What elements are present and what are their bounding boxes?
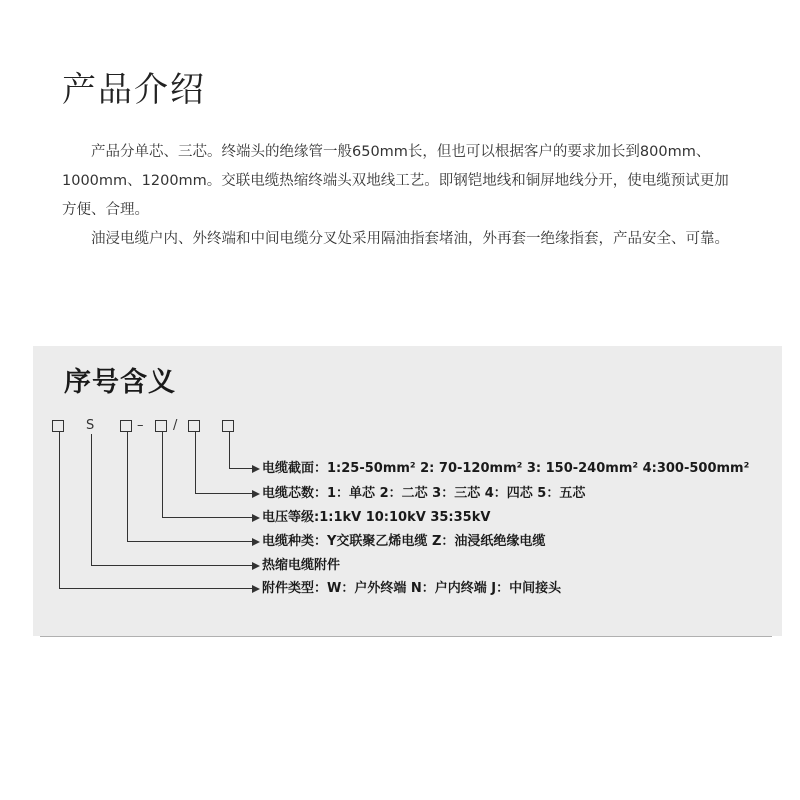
intro-title: 产品介绍 (62, 70, 206, 110)
intro-paragraph-2: 油浸电缆户内、外终端和中间电缆分叉处采用隔油指套堵油，外再套一绝缘指套，产品安全、可靠。 (91, 231, 729, 247)
code-dash: – (137, 418, 144, 433)
arrow-icon (252, 490, 260, 498)
connector-line (127, 541, 254, 542)
connector-line (91, 565, 254, 566)
arrow-icon (252, 562, 260, 570)
code-letter-s: S (86, 418, 95, 433)
arrow-icon (252, 465, 260, 473)
code-box-cross-section (222, 420, 234, 432)
intro-body (62, 138, 742, 254)
code-box-accessory-type (52, 420, 64, 432)
code-box-voltage (155, 420, 167, 432)
code-slash: / (173, 418, 178, 433)
arrow-icon (252, 585, 260, 593)
connector-line (91, 434, 92, 566)
legend-core-count: 电缆芯数：1：单芯 2：二芯 3：三芯 4：四芯 5：五芯 (262, 486, 586, 501)
arrow-icon (252, 514, 260, 522)
code-box-cable-type (120, 420, 132, 432)
connector-line (59, 432, 60, 589)
legend-heat-shrink: 热缩电缆附件 (262, 558, 341, 573)
arrow-icon (252, 538, 260, 546)
connector-line (229, 432, 230, 469)
connector-line (195, 432, 196, 494)
legend-voltage: 电压等级:1:1kV 10:10kV 35:35kV (262, 510, 491, 525)
connector-line (162, 432, 163, 518)
connector-line (162, 517, 254, 518)
connector-line (229, 468, 254, 469)
connector-line (195, 493, 254, 494)
intro-paragraph-1: 产品分单芯、三芯。终端头的绝缘管一般650mm长，但也可以根据客户的要求加长到800mm、1000mm、1200mm。交联电缆热缩终端头双地线工艺。即钢铠地线和铜屏地线分开，使电缆预试更加方便、合理。 (62, 144, 729, 218)
panel-divider (40, 636, 772, 637)
legend-cross-section: 电缆截面：1:25-50mm² 2: 70-120mm² 3: 150-240mm² 4:300-500mm² (262, 461, 750, 476)
legend-accessory-type: 附件类型：W：户外终端 N：户内终端 J：中间接头 (262, 581, 562, 596)
connector-line (127, 432, 128, 542)
connector-line (59, 588, 254, 589)
model-code-title: 序号含义 (64, 367, 176, 398)
legend-cable-type: 电缆种类：Y交联聚乙烯电缆 Z：油浸纸绝缘电缆 (262, 534, 546, 549)
code-box-core-count (188, 420, 200, 432)
